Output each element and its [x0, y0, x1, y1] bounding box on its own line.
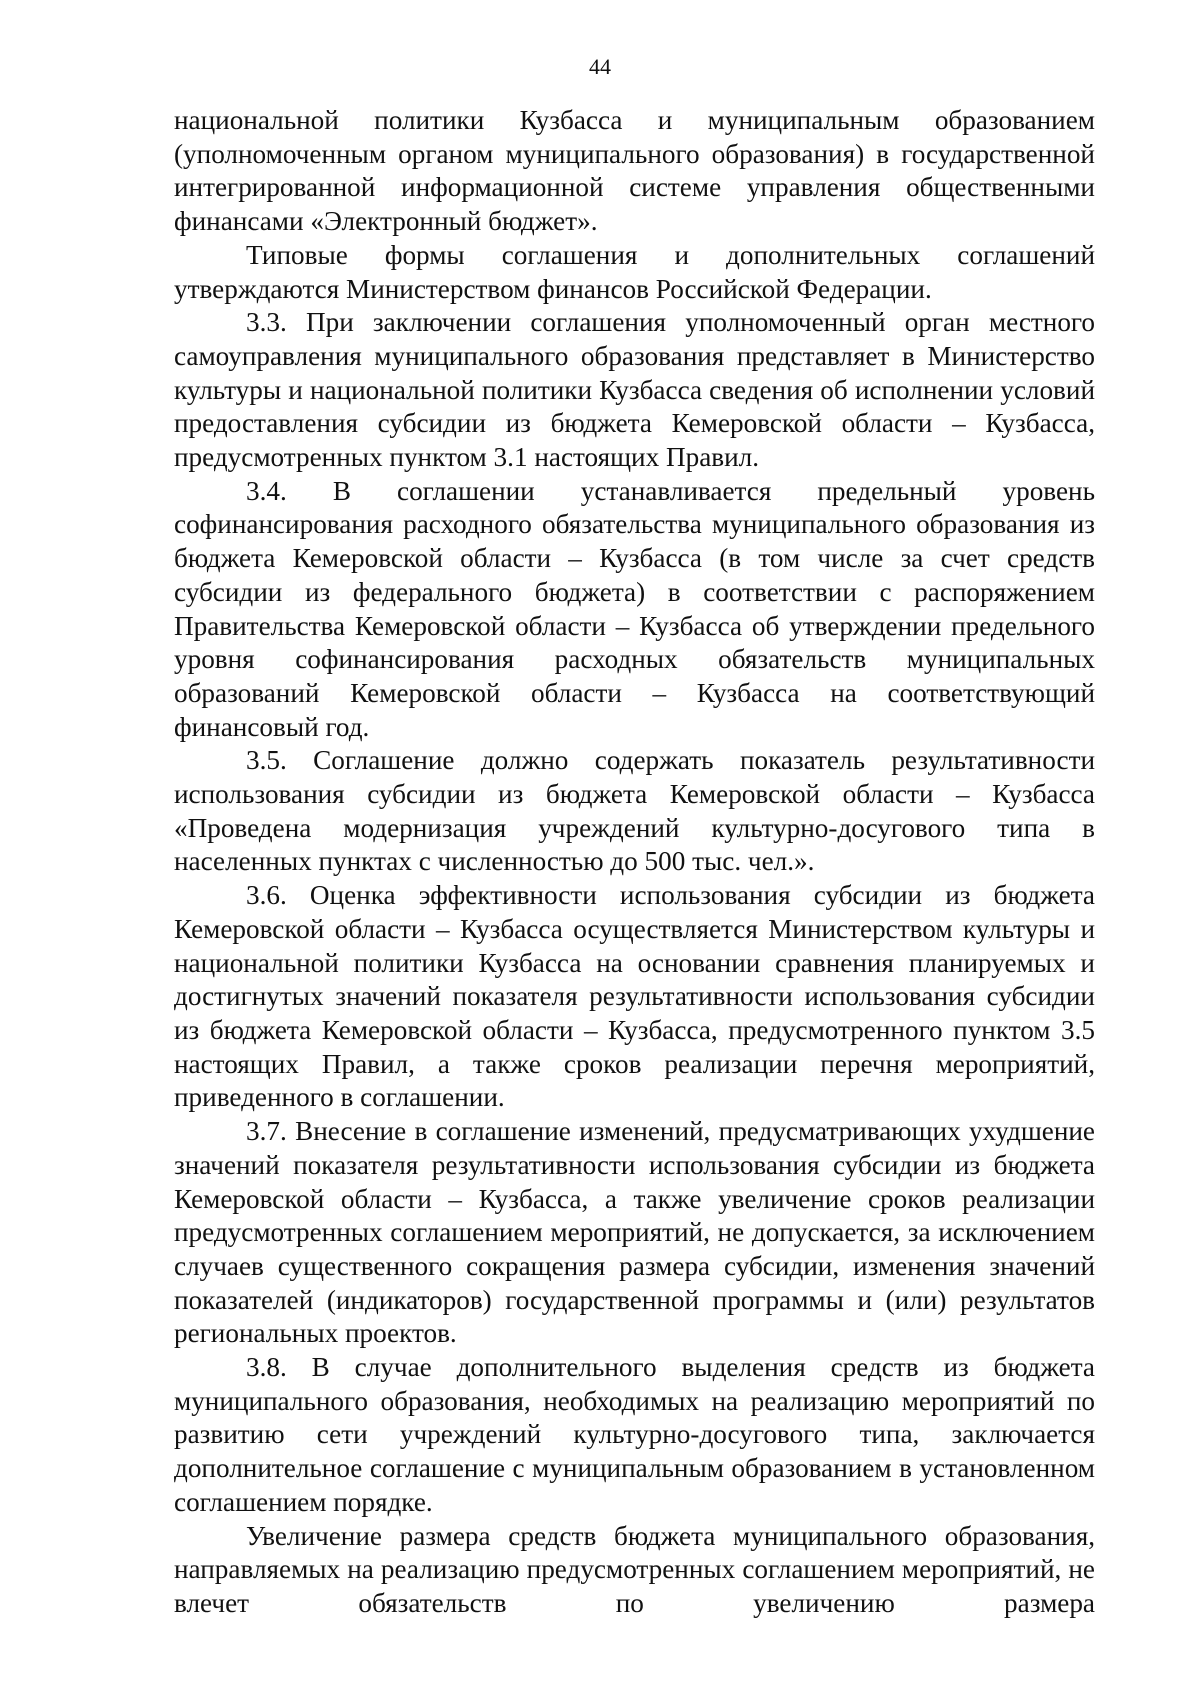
- document-body: [174, 104, 1095, 1621]
- paragraph-typical-forms: Типовые формы соглашения и дополнительных соглашений утверждаются Министерством финансов Российской Федерации.: [174, 239, 1095, 304]
- page-number: 44: [589, 54, 611, 79]
- paragraph-3-5: 3.5. Соглашение должно содержать показатель результативности использования субсидии из бюджета Кемеровской области – Кузбасса «Проведена модернизация учреждений культурно-досугового типа в населенных пунктах с численностью до 500 тыс. чел.».: [174, 745, 1095, 877]
- paragraph-increase-funds: Увеличение размера средств бюджета муниципального образования, направляемых на реализацию предусмотренных соглашением мероприятий, не влечет обязательств по увеличению размера: [174, 1520, 1095, 1618]
- paragraph-3-3: 3.3. При заключении соглашения уполномоченный орган местного самоуправления муниципального образования представляет в Министерство культуры и национальной политики Кузбасса сведения об исполнении условий предоставления субсидии из бюджета Кемеровской области – Кузбасса, предусмотренных пунктом 3.1 настоящих Правил.: [174, 307, 1095, 473]
- paragraph-3-6: 3.6. Оценка эффективности использования субсидии из бюджета Кемеровской области – Кузбасса осуществляется Министерством культуры и национальной политики Кузбасса на основании сравнения планируемых и достигнутых значений показателя результативности использования субсидии из бюджета Кемеровской области – Кузбасса, предусмотренного пунктом 3.5 настоящих Правил, а также сроков реализации перечня мероприятий, приведенного в соглашении.: [174, 880, 1095, 1113]
- paragraph-continuation: национальной политики Кузбасса и муниципальным образованием (уполномоченным органом муниципального образования) в государственной интегрированной информационной системе управления общественными финансами «Электронный бюджет».: [174, 105, 1095, 237]
- paragraph-3-7: 3.7. Внесение в соглашение изменений, предусматривающих ухудшение значений показателя результативности использования субсидии из бюджета Кемеровской области – Кузбасса, а также увеличение сроков реализации предусмотренных соглашением мероприятий, не допускается, за исключением случаев существенного сокращения размера субсидии, изменения значений показателей (индикаторов) государственной программы и (или) результатов региональных проектов.: [174, 1116, 1095, 1349]
- paragraph-3-8: 3.8. В случае дополнительного выделения средств из бюджета муниципального образования, необходимых на реализацию мероприятий по развитию сети учреждений культурно-досугового типа, заключается дополнительное соглашение с муниципальным образованием в установленном соглашением порядке.: [174, 1352, 1095, 1517]
- paragraph-3-4: 3.4. В соглашении устанавливается предельный уровень софинансирования расходного обязательства муниципального образования из бюджета Кемеровской области – Кузбасса (в том числе за счет средств субсидии из федерального бюджета) в соответствии с распоряжением Правительства Кемеровской области – Кузбасса об утверждении предельного уровня софинансирования расходных обязательств муниципальных образований Кемеровской области – Кузбасса на соответствующий финансовый год.: [174, 475, 1095, 742]
